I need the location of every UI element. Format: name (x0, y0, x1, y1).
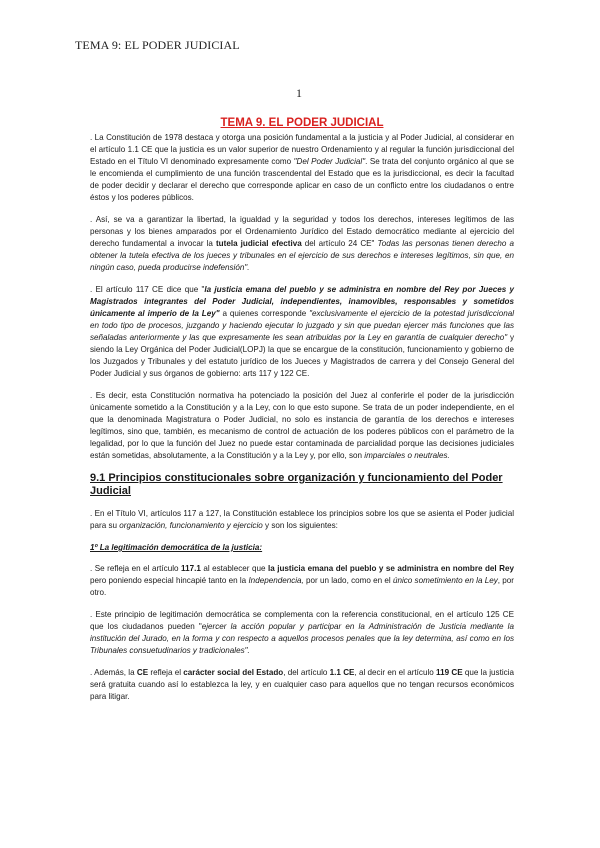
paragraph-tutela: . Así, se va a garantizar la libertad, la igualdad y la seguridad y todos los derechos, intereses legítimos de las personas y los bienes amparados por el Ordenamiento Jurídico del Estado democrático mediante al ejercicio del derecho fundamental a invocar la tutela judicial efectiva del artículo 24 CE" Todas las personas tienen derecho a obtener la tutela efectiva de los jueces y tribunales en el ejercicio de sus derechos e intereses legítimos, sin que, en ningún caso, pueda producirse indefensión". (90, 215, 514, 272)
document-body (90, 116, 514, 713)
document-title: TEMA 9. EL PODER JUDICIAL (220, 117, 384, 129)
paragraph-article-117-1: . Se refleja en el artículo 117.1 al establecer que la justicia emana del pueblo y se administra en nombre del Rey pero poniendo especial hincapié tanto en la Independencia, por un lado, como en el único sometimiento en la Ley, por otro. (90, 564, 514, 597)
paragraph-article-125: . Este principio de legitimación democrática se complementa con la referencia constitucional, en el artículo 125 CE que los ciudadanos pueden "ejercer la acción popular y participar en la Administración de Justicia mediante la institución del Jurado, en la forma y con respecto a aquellos procesos penales que la ley determina, así como en los Tribunales consuetudinarios y tradicionales". (90, 610, 514, 655)
paragraph-article-119: . Además, la CE refleja el carácter social del Estado, del artículo 1.1 CE, al decir en el artículo 119 CE que la justicia será gratuita cuando así lo establezca la ley, y en cualquier caso para aquellos que no tengan recursos económicos para litigar. (90, 668, 514, 701)
page-number: 1 (296, 86, 302, 100)
subheading-legitimacion: 1º La legitimación democrática de la justicia: (90, 543, 263, 552)
section-heading: 9.1 Principios constitucionales sobre organización y funcionamiento del Poder Judicial (90, 472, 503, 497)
paragraph-article-117: . El artículo 117 CE dice que "la justicia emana del pueblo y se administra en nombre del Rey por Jueces y Magistrados integrantes del Poder Judicial, independientes, inamovibles, responsables y sometidos únicamente al imperio de la Ley" a quienes corresponde "exclusivamente el ejercicio de la potestad jurisdiccional en todo tipo de procesos, juzgando y haciendo ejecutar lo juzgado y sin que puedan ejercer más funciones que las señaladas anteriormente y las que expresamente les sean atribuidas por la Ley en garantía de cualquier derecho" y siendo la Ley Orgánica del Poder Judicial(LOPJ) la que se encargue de la constitución, funcionamiento y gobierno de los Juzgados y Tribunales y del estatuto jurídico de los Jueces y Magistrados de carrera y del Consejo General del Poder Judicial y sus órganos de gobierno: arts 117 y 122 CE. (90, 285, 515, 378)
paragraph-title-vi: . En el Título VI, artículos 117 a 127, la Constitución establece los principios sobre los que se asienta el Poder judicial para su organización, funcionamiento y ejercicio y son los siguientes: (90, 509, 514, 530)
running-header: TEMA 9: EL PODER JUDICIAL (75, 38, 240, 52)
paragraph-intro: . La Constitución de 1978 destaca y otorga una posición fundamental a la justicia y al Poder Judicial, al considerar en el artículo 1.1 CE que la justicia es un valor superior de nuestro Ordenamiento y al regular la función jurisdiccional del Estado en el Título VI denominado expresamente como "Del Poder Judicial". Se trata del conjunto orgánico al que se le encomienda el cumplimiento de una función trascendental del Estado que es la jurisdiccional, es decir la facultad de poder decidir y declarar el derecho que corresponde aplicar en caso de un conflicto entre los ciudadanos o entre éstos y los poderes públicos. (90, 133, 515, 202)
paragraph-judge-position: . Es decir, esta Constitución normativa ha potenciado la posición del Juez al conferirle el poder de la jurisdicción únicamente sometido a la Constitución y a la Ley, con lo que esto supone. Se trata de un poder independiente, en el que la denominada Magistratura o Poder Judicial, no solo es instancia de garantía de los derechos e intereses legítimos, sino que, también, es mecanismo de control de actuación de los poderes públicos con el parámetro de la legalidad, por lo que la función del Juez no puede estar contaminada de parcialidad porque las decisiones judiciales están sometidas, absolutamente, a la Constitución y a la Ley y, por ello, son imparciales o neutrales. (90, 391, 514, 460)
